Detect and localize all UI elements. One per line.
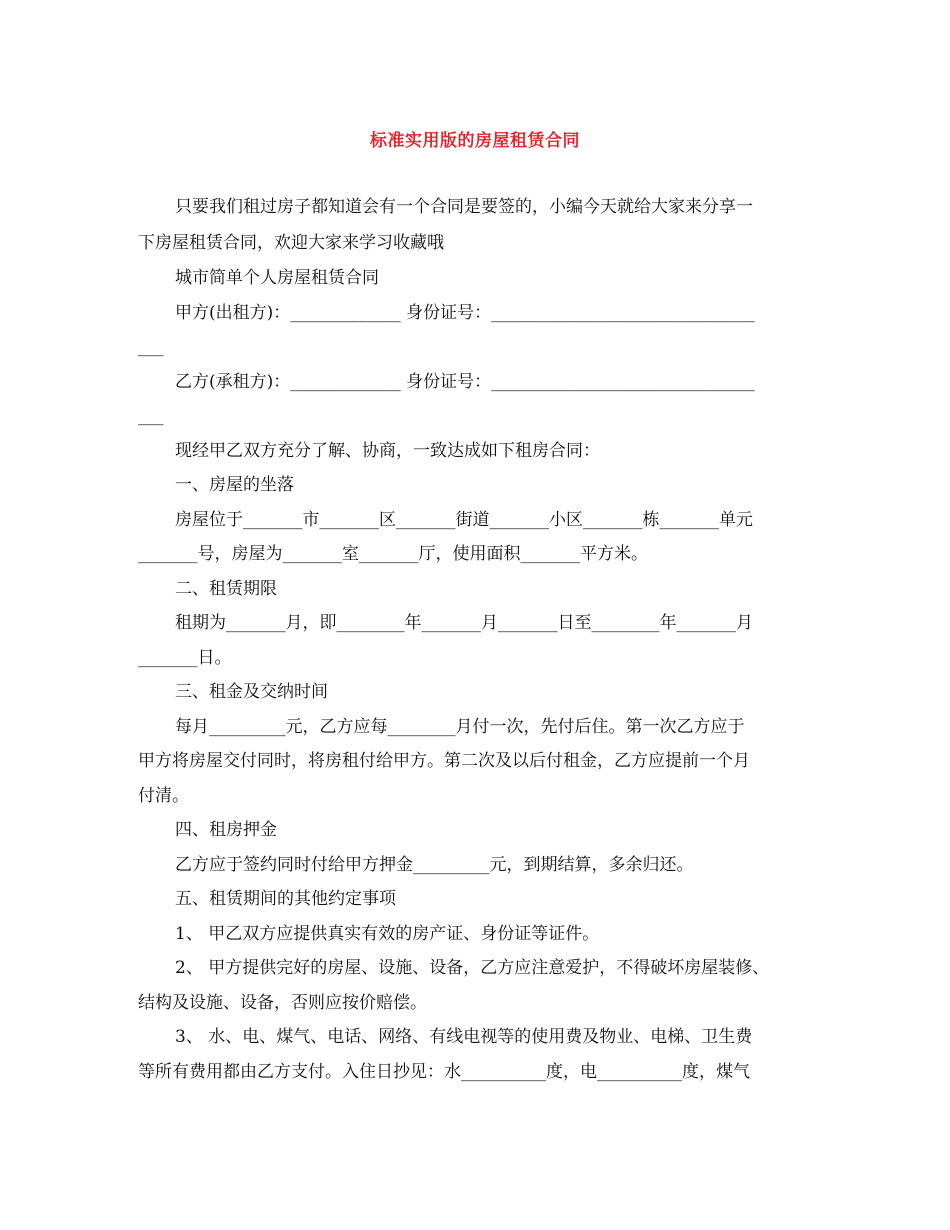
list-item: 3、 水、电、煤气、电话、网络、有线电视等的使用费及物业、电梯、卫生费 bbox=[175, 1027, 753, 1047]
party-a-line-cont: ___ bbox=[138, 337, 164, 357]
list-item: 1、 甲乙双方应提供真实有效的房产证、身份证等证件。 bbox=[175, 924, 600, 944]
paragraph-line: 每月_________元，乙方应每________月付一次，先付后住。第一次乙方应于 bbox=[175, 717, 745, 737]
section-heading: 四、租房押金 bbox=[175, 820, 277, 840]
paragraph-line: 只要我们租过房子都知道会有一个合同是要签的，小编今天就给大家来分享一 bbox=[175, 197, 753, 217]
section-heading: 二、租赁期限 bbox=[175, 579, 277, 599]
paragraph-line: 下房屋租赁合同，欢迎大家来学习收藏哦 bbox=[138, 233, 444, 253]
paragraph-line: 现经甲乙双方充分了解、协商，一致达成如下租房合同： bbox=[175, 441, 600, 461]
paragraph-line: 乙方应于签约同时付给甲方押金_________元，到期结算，多余归还。 bbox=[175, 855, 694, 875]
party-a-line: 甲方(出租方)：_____________ 身份证号：_______________________________ bbox=[175, 303, 755, 323]
section-heading: 五、租赁期间的其他约定事项 bbox=[175, 889, 396, 909]
section-heading: 三、租金及交纳时间 bbox=[175, 682, 328, 702]
paragraph-line: 租期为_______月，即________年_______月_______日至________年_______月 bbox=[175, 613, 753, 633]
list-item: 2、 甲方提供完好的房屋、设施、设备，乙方应注意爱护，不得破坏房屋装修、 bbox=[175, 958, 770, 978]
list-item-cont: 等所有费用都由乙方支付。入住日抄见：水__________度，电__________度，煤气 bbox=[138, 1062, 750, 1082]
list-item-cont: 结构及设施、设备，否则应按价赔偿。 bbox=[138, 993, 427, 1013]
paragraph-line: 城市简单个人房屋租赁合同 bbox=[175, 268, 379, 288]
paragraph-line: 付清。 bbox=[138, 786, 189, 806]
paragraph-line: 房屋位于_______市_______区_______街道_______小区_______栋_______单元 bbox=[175, 510, 753, 530]
paragraph-line: _______号，房屋为_______室_______厅，使用面积_______平方米。 bbox=[138, 544, 648, 564]
paragraph-line: 甲方将房屋交付同时，将房租付给甲方。第二次及以后付租金，乙方应提前一个月 bbox=[138, 751, 750, 771]
document-title: 标准实用版的房屋租赁合同 bbox=[370, 131, 580, 151]
paragraph-line: _______日。 bbox=[138, 648, 232, 668]
section-heading: 一、房屋的坐落 bbox=[175, 475, 294, 495]
party-b-line: 乙方(承租方)：_____________ 身份证号：_______________________________ bbox=[175, 372, 755, 392]
party-b-line-cont: ___ bbox=[138, 406, 164, 426]
